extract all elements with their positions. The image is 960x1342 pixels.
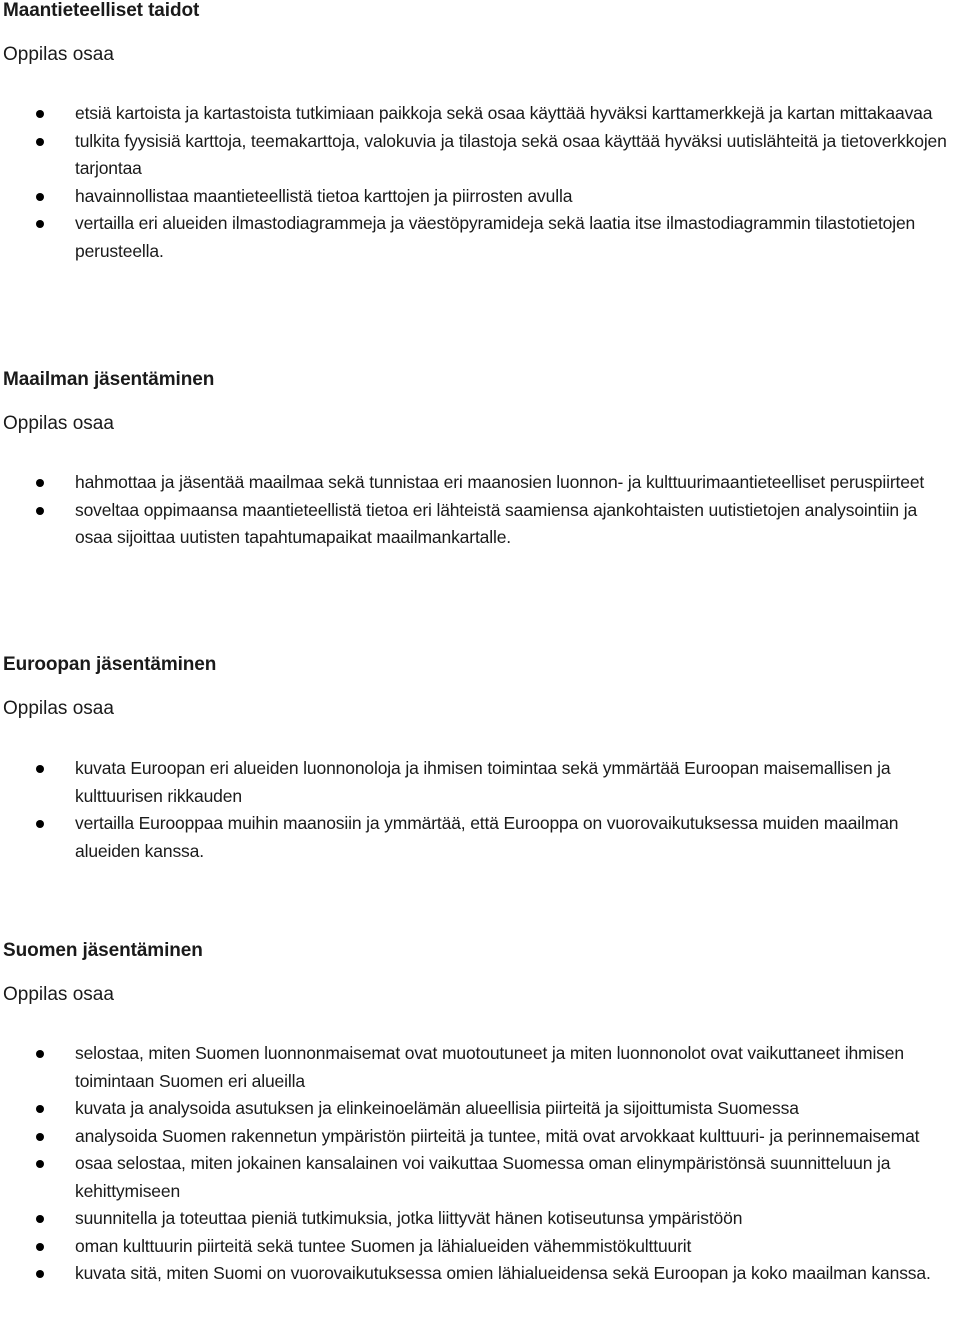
list-item-text: etsiä kartoista ja kartastoista tutkimiaan paikkoja sekä osaa käyttää hyväksi karttamerkkejä ja kartan mittakaavaa <box>75 103 933 123</box>
section-subheading: Oppilas osaa <box>3 413 114 434</box>
bullet-icon <box>36 820 44 828</box>
list-item <box>0 100 960 128</box>
bullet-icon <box>36 1215 44 1223</box>
list-item-text: kuvata ja analysoida asutuksen ja elinkeinoelämän alueellisia piirteitä ja sijoittumista Suomessa <box>75 1098 799 1118</box>
list-item <box>0 1205 960 1233</box>
list-item <box>0 810 960 865</box>
bullet-icon <box>36 1133 44 1141</box>
bullet-list <box>0 100 960 265</box>
list-item-text: oman kulttuurin piirteitä sekä tuntee Suomen ja lähialueiden vähemmistökulttuurit <box>75 1235 692 1256</box>
list-item-text: hahmottaa ja jäsentää maailmaa sekä tunnistaa eri maanosien luonnon- ja kulttuurimaantieteelliset peruspiirteet <box>75 472 925 492</box>
section-subheading: Oppilas osaa <box>3 44 114 65</box>
list-item-text: soveltaa oppimaansa maantieteellistä tietoa eri lähteistä saamiensa ajankohtaisten uutistietojen analysointiin ja osaa sijoittaa uutisten tapahtumapaikat maailmankartalle. <box>75 499 918 547</box>
list-item-text: analysoida Suomen rakennetun ympäristön piirteitä ja tuntee, mitä ovat arvokkaat kulttuuri- ja perinnemaisemat <box>75 1125 920 1146</box>
section-heading: Maantieteelliset taidot <box>3 0 200 21</box>
bullet-icon <box>36 110 44 118</box>
section-maailman-jasentaminen <box>0 369 960 547</box>
list-item <box>0 469 960 497</box>
bullet-list <box>0 1040 960 1288</box>
list-item-text: tulkita fyysisiä karttoja, teemakarttoja, valokuvia ja tilastoja sekä osaa käyttää hyväksi uutislähteitä ja tietoverkkojen tarjontaa <box>75 130 947 178</box>
bullet-icon <box>36 507 44 515</box>
bullet-icon <box>36 1243 44 1251</box>
list-item <box>0 1233 960 1261</box>
section-heading: Euroopan jäsentäminen <box>3 654 217 675</box>
section-euroopan-jasentaminen <box>0 654 960 861</box>
list-item-text: selostaa, miten Suomen luonnonmaisemat ovat muotoutuneet ja miten luonnonolot ovat vaikuttaneet ihmisen toimintaan Suomen eri alueilla <box>75 1043 904 1091</box>
list-item <box>0 1260 960 1288</box>
bullet-icon <box>36 479 44 487</box>
bullet-icon <box>36 1160 44 1168</box>
bullet-icon <box>36 1105 44 1113</box>
list-item <box>0 1150 960 1205</box>
list-item <box>0 128 960 183</box>
bullet-icon <box>36 765 44 773</box>
list-item-text: suunnitella ja toteuttaa pieniä tutkimuksia, jotka liittyvät hänen kotiseutunsa ympäristöön <box>75 1208 743 1228</box>
list-item <box>0 210 960 265</box>
list-item <box>0 755 960 810</box>
bullet-icon <box>36 1270 44 1278</box>
bullet-list <box>0 469 960 552</box>
list-item <box>0 497 960 552</box>
bullet-icon <box>36 1050 44 1058</box>
list-item-text: kuvata sitä, miten Suomi on vuorovaikutuksessa omien lähialueidensa sekä Euroopan ja koko maailman kanssa. <box>75 1263 931 1283</box>
section-maantieteelliset-taidot <box>0 0 960 261</box>
section-subheading: Oppilas osaa <box>3 698 114 719</box>
section-suomen-jasentaminen <box>0 940 960 1283</box>
section-subheading: Oppilas osaa <box>3 984 114 1005</box>
list-item <box>0 1040 960 1095</box>
section-heading: Suomen jäsentäminen <box>3 940 203 961</box>
section-heading: Maailman jäsentäminen <box>3 369 215 390</box>
list-item <box>0 1095 960 1123</box>
list-item-text: kuvata Euroopan eri alueiden luonnonoloja ja ihmisen toimintaa sekä ymmärtää Euroopan maisemallisen ja kulttuurisen rikkauden <box>75 758 891 806</box>
bullet-icon <box>36 220 44 228</box>
list-item-text: vertailla eri alueiden ilmastodiagrammeja ja väestöpyramideja sekä laatia itse ilmastodiagrammin tilastotietojen perusteella. <box>75 213 916 261</box>
bullet-icon <box>36 193 44 201</box>
list-item <box>0 183 960 211</box>
list-item <box>0 1123 960 1151</box>
list-item-text: osaa selostaa, miten jokainen kansalainen voi vaikuttaa Suomessa oman elinympäristönsä suunnitteluun ja kehittymiseen <box>75 1153 891 1201</box>
bullet-list <box>0 755 960 865</box>
list-item-text: havainnollistaa maantieteellistä tietoa karttojen ja piirrosten avulla <box>75 185 573 206</box>
list-item-text: vertailla Eurooppaa muihin maanosiin ja ymmärtää, että Eurooppa on vuorovaikutuksessa muiden maailman alueiden kanssa. <box>75 813 899 861</box>
bullet-icon <box>36 138 44 146</box>
